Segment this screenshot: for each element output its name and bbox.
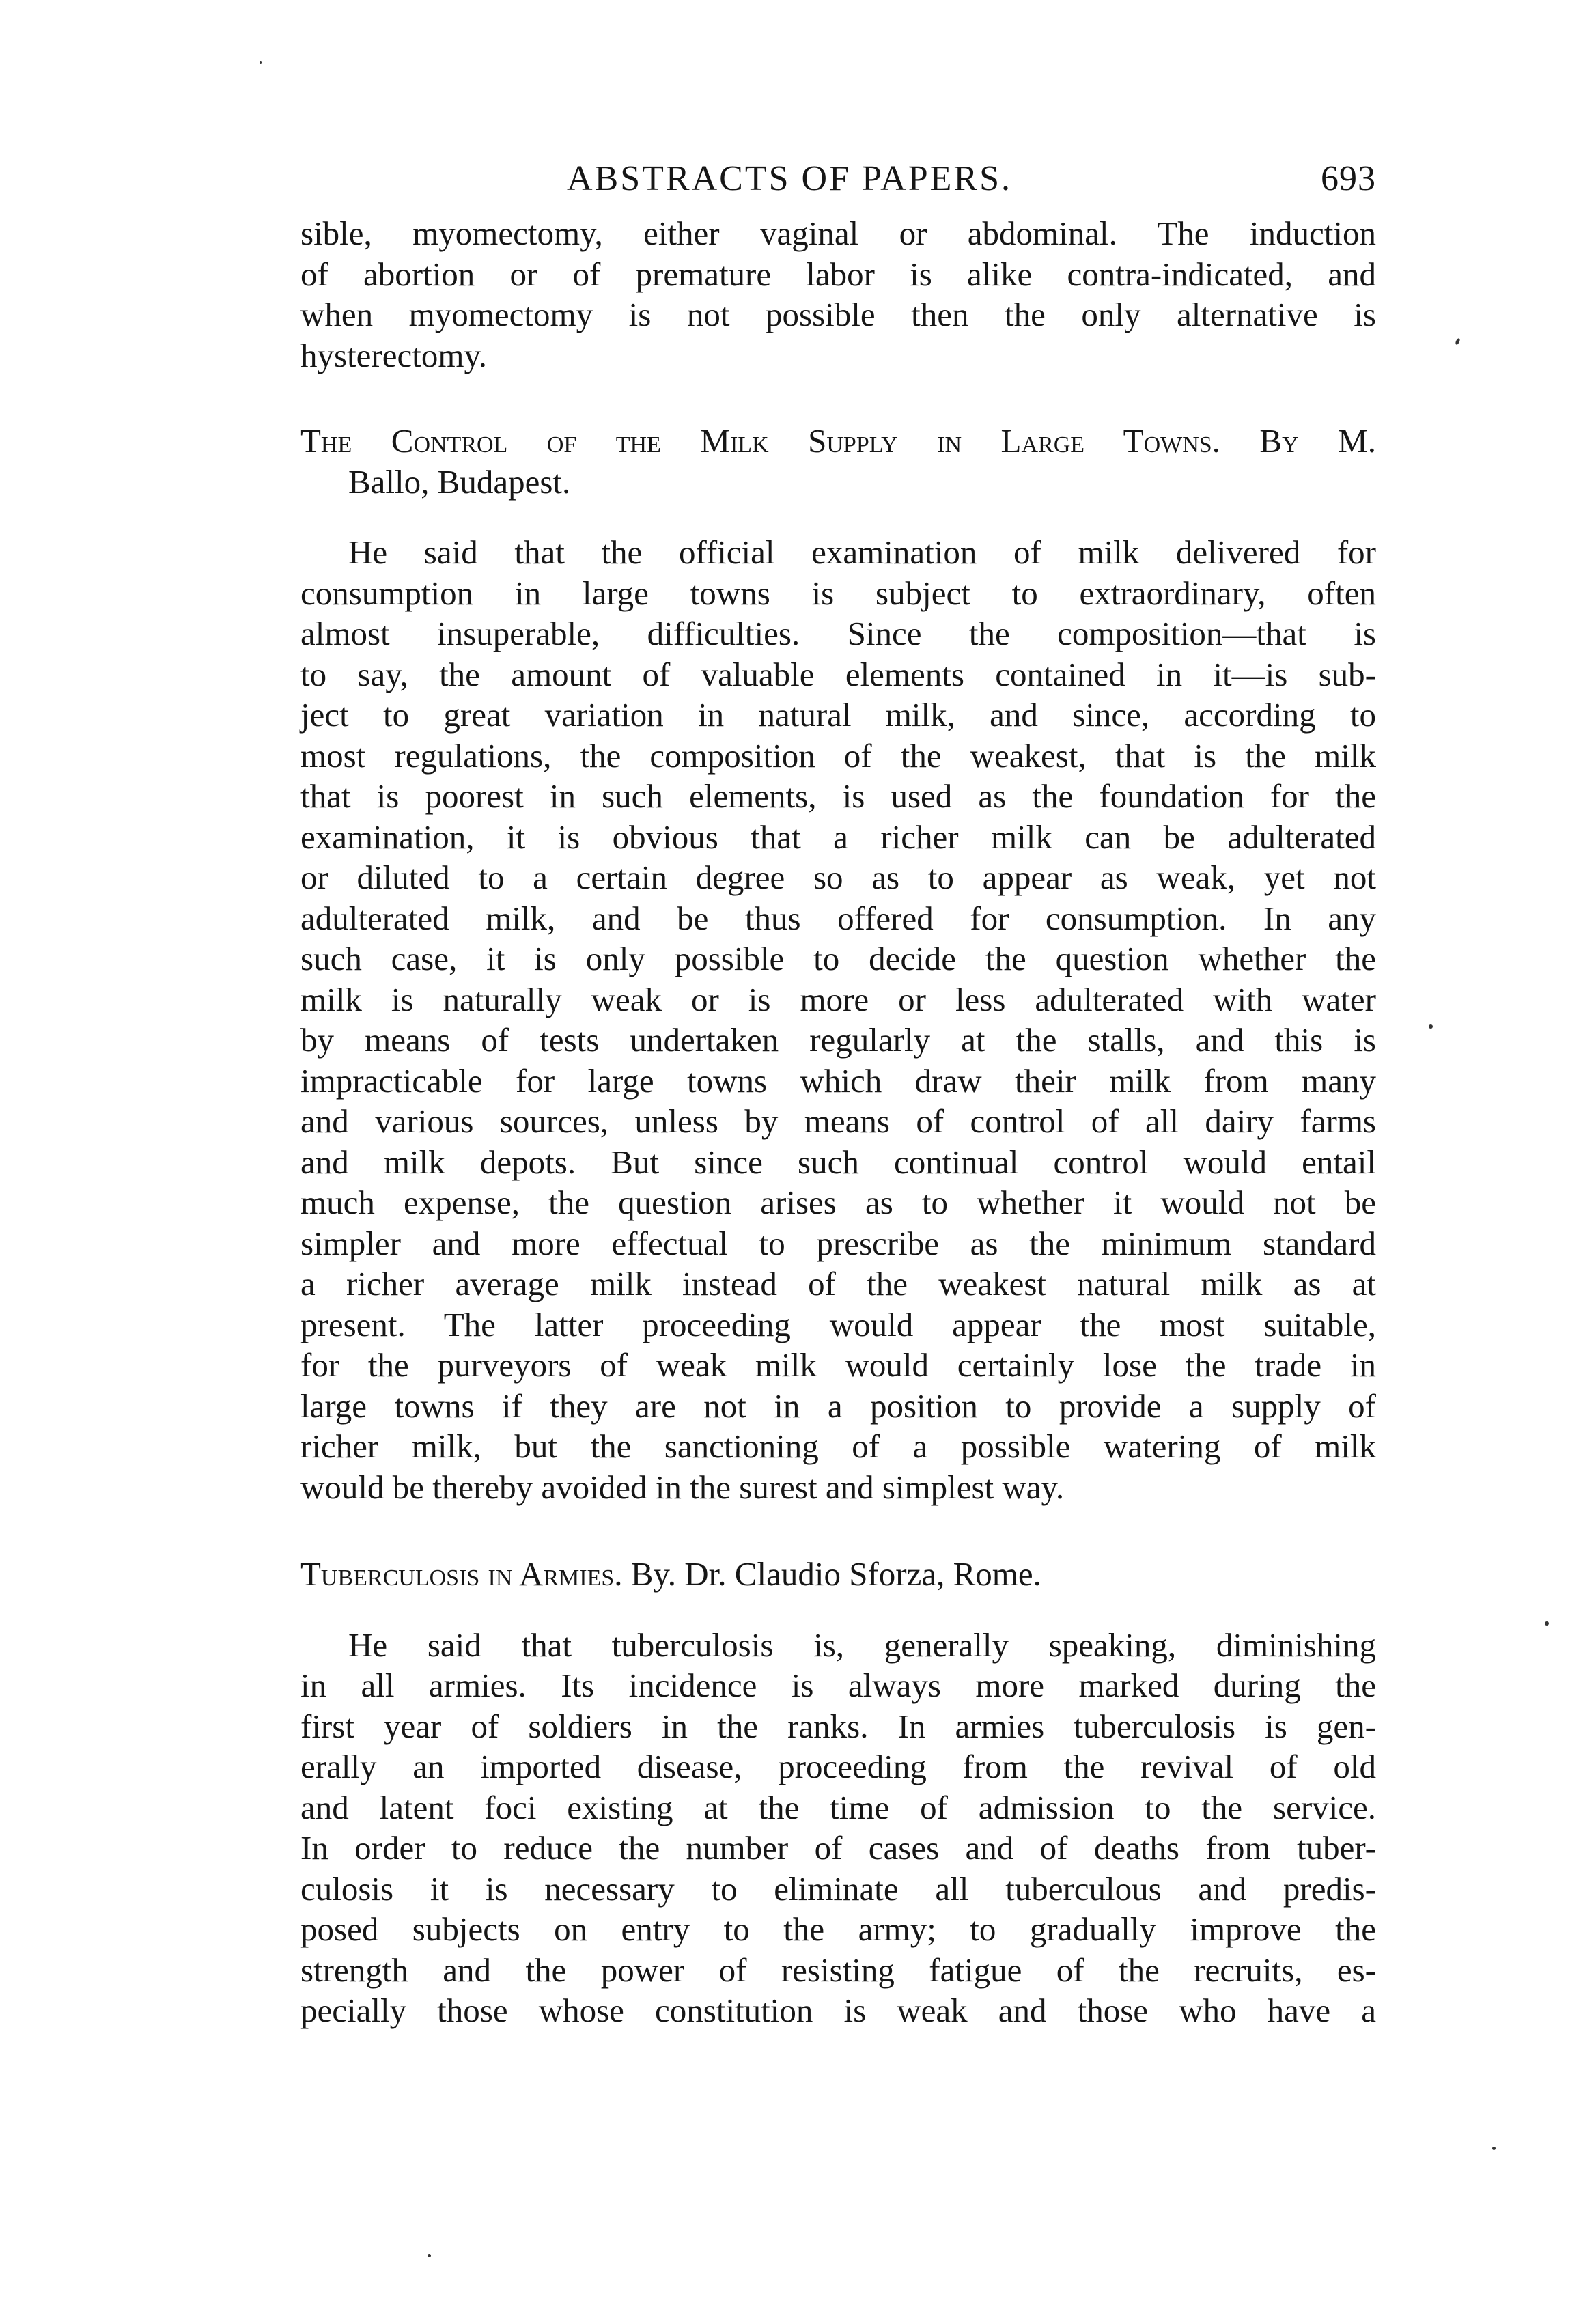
journal-page [300, 158, 1376, 2031]
article-author: Ballo, Budapest. [348, 462, 571, 501]
scan-speck [260, 61, 262, 64]
text-line: by means of tests undertaken regularly at the stalls, and this is [300, 1021, 1376, 1059]
text-line: large towns if they are not in a position to provide a supply of [300, 1386, 1376, 1425]
text-line: of abortion or of premature labor is alike contra-indicated, and [300, 255, 1376, 293]
text-line: that is poorest in such elements, is used as the foundation for the [300, 777, 1376, 815]
article-title: Tuberculosis in Armies. [300, 1555, 623, 1593]
text-line: first year of soldiers in the ranks. In armies tuberculosis is gen- [300, 1707, 1376, 1745]
scan-speck [1429, 1024, 1433, 1029]
text-line: consumption in large towns is subject to extraordinary, often [300, 574, 1376, 612]
scan-speck [428, 2254, 431, 2257]
text-line: simpler and more effectual to prescribe as the minimum standard [300, 1224, 1376, 1262]
text-line: and various sources, unless by means of control of all dairy farms [300, 1102, 1376, 1140]
text-line: or diluted to a certain degree so as to appear as weak, yet not [300, 859, 1376, 896]
text-line: for the purveyors of weak milk would certainly lose the trade in [300, 1346, 1376, 1384]
text-line: and milk depots. But since such continual control would entail [300, 1143, 1376, 1181]
text-line: and latent foci existing at the time of admission to the service. [300, 1788, 1376, 1826]
page-number: 693 [1321, 159, 1376, 198]
text-line: culosis it is necessary to eliminate all tuberculous and predis- [300, 1869, 1376, 1908]
text-line: would be thereby avoided in the surest and simplest way. [300, 1468, 1065, 1506]
continuation-paragraph [300, 213, 1376, 376]
text-line: much expense, the question arises as to whether it would not be [300, 1184, 1376, 1221]
text-line: impracticable for large towns which draw their milk from many [300, 1061, 1376, 1100]
text-line: adulterated milk, and be thus offered for consumption. In any [300, 899, 1376, 937]
article-body-milk-supply [300, 532, 1376, 1507]
running-title: ABSTRACTS OF PAPERS. [567, 159, 1012, 198]
text-line: richer milk, but the sanctioning of a possible watering of milk [300, 1427, 1376, 1465]
running-head [300, 158, 1376, 213]
article-title: The Control of the Milk Supply in Large Towns. By M. [300, 422, 1376, 460]
article-author: By. Dr. Claudio Sforza, Rome. [622, 1555, 1041, 1593]
text-line: hysterectomy. [300, 336, 488, 374]
text-line: present. The latter proceeding would appear the most suitable, [300, 1305, 1376, 1343]
scan-speck [1455, 337, 1461, 345]
text-line: to say, the amount of valuable elements contained in it—is sub- [300, 655, 1376, 693]
article-heading-milk-supply [300, 421, 1376, 502]
text-line: erally an imported disease, proceeding from the revival of old [300, 1748, 1376, 1785]
text-line: In order to reduce the number of cases and of deaths from tuber- [300, 1829, 1376, 1867]
text-line: in all armies. Its incidence is always more marked during the [300, 1666, 1376, 1704]
scan-speck [1545, 1621, 1549, 1626]
text-line: strength and the power of resisting fatigue of the recruits, es- [300, 1951, 1376, 1989]
text-line: milk is naturally weak or is more or less adulterated with water [300, 980, 1376, 1018]
text-line: sible, myomectomy, either vaginal or abdominal. The induction [300, 214, 1376, 252]
text-line: such case, it is only possible to decide the question whether the [300, 940, 1376, 977]
text-line: examination, it is obvious that a richer milk can be adulterated [300, 818, 1376, 856]
text-line: He said that the official examination of milk delivered for [348, 533, 1376, 571]
text-line: when myomectomy is not possible then the only alternative is [300, 296, 1376, 333]
text-line: pecially those whose constitution is weak and those who have a [300, 1992, 1376, 2029]
text-line: posed subjects on entry to the army; to gradually improve the [300, 1910, 1376, 1948]
text-line: He said that tuberculosis is, generally speaking, diminishing [348, 1626, 1376, 1664]
article-heading-tuberculosis [300, 1554, 1376, 1595]
text-line: a richer average milk instead of the weakest natural milk as at [300, 1265, 1376, 1302]
scan-speck [1492, 2147, 1496, 2150]
article-body-tuberculosis [300, 1625, 1376, 2031]
text-line: ject to great variation in natural milk, and since, according to [300, 696, 1376, 734]
article-title-line [300, 1554, 1376, 1595]
text-line: almost insuperable, difficulties. Since the composition—that is [300, 615, 1376, 652]
text-line: most regulations, the composition of the weakest, that is the milk [300, 736, 1376, 775]
